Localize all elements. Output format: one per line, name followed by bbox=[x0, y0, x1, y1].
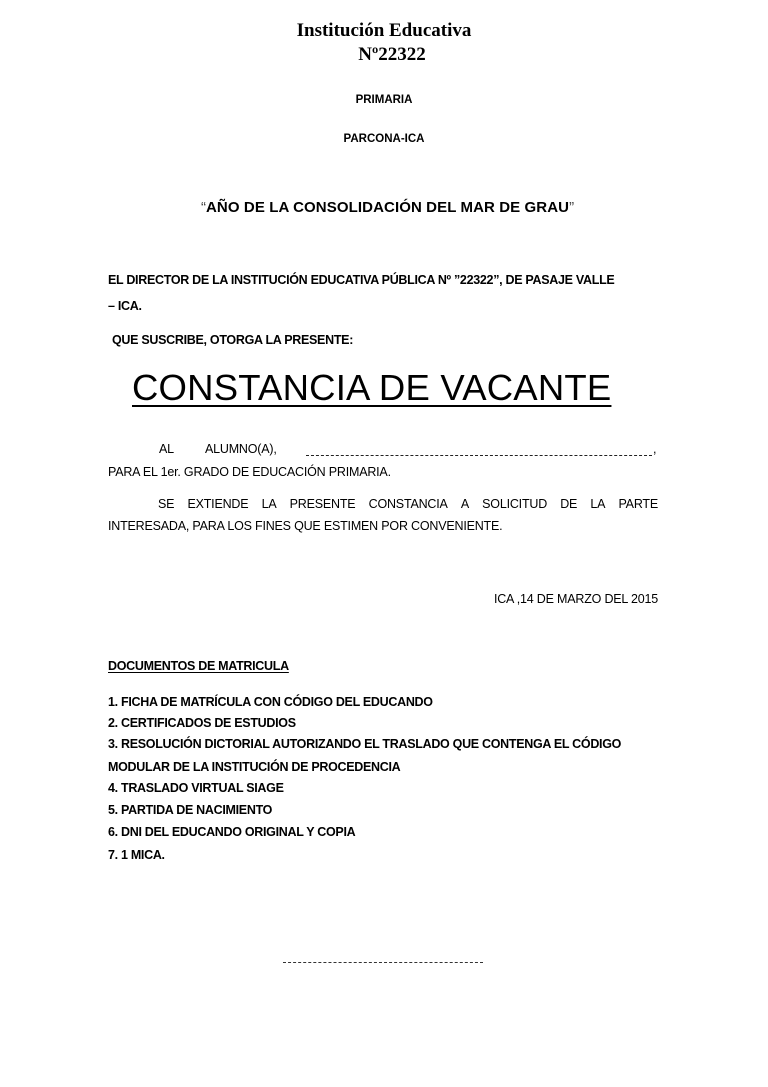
purpose-word: A bbox=[460, 497, 469, 511]
institution-name bbox=[0, 20, 768, 42]
purpose-word: SE bbox=[158, 497, 175, 511]
requirement-item-4: 4. TRASLADO VIRTUAL SIAGE bbox=[108, 781, 284, 795]
requirement-item-3: 3. RESOLUCIÓN DICTORIAL AUTORIZANDO EL TRASLADO QUE CONTENGA EL CÓDIGO bbox=[108, 737, 622, 751]
purpose-word: SOLICITUD bbox=[482, 497, 548, 511]
requirement-item-7: 7. 1 MICA. bbox=[108, 848, 165, 862]
signature-line bbox=[283, 956, 483, 963]
purpose-word: DE bbox=[560, 497, 578, 511]
requirement-item-1: 1. FICHA DE MATRÍCULA CON CÓDIGO DEL EDUCANDO bbox=[108, 695, 433, 709]
purpose-line-1 bbox=[158, 497, 658, 511]
student-name-field[interactable] bbox=[306, 443, 652, 456]
school-level: PRIMARIA bbox=[355, 94, 413, 106]
motto-close-quote: ” bbox=[569, 199, 575, 216]
year-motto bbox=[201, 199, 574, 216]
institution-line-1: Institución Educativa bbox=[296, 20, 472, 41]
requirement-item-5: 5. PARTIDA DE NACIMIENTO bbox=[108, 803, 273, 817]
requirement-item-6: 6. DNI DEL EDUCANDO ORIGINAL Y COPIA bbox=[108, 825, 356, 839]
requirement-item-2: 2. CERTIFICADOS DE ESTUDIOS bbox=[108, 716, 296, 730]
student-line bbox=[108, 442, 660, 460]
date-line: ICA ,14 DE MARZO DEL 2015 bbox=[493, 592, 658, 606]
purpose-line-2: INTERESADA, PARA LOS FINES QUE ESTIMEN POR CONVENIENTE. bbox=[108, 519, 503, 533]
purpose-word: LA bbox=[261, 497, 277, 511]
director-statement-line-2: – ICA. bbox=[108, 299, 142, 313]
subscribe-statement: QUE SUSCRIBE, OTORGA LA PRESENTE: bbox=[112, 333, 354, 347]
purpose-word: EXTIENDE bbox=[187, 497, 249, 511]
director-statement-line-1: EL DIRECTOR DE LA INSTITUCIÓN EDUCATIVA PÚBLICA Nº ”22322”, DE PASAJE VALLE bbox=[108, 273, 615, 287]
school-location: PARCONA-ICA bbox=[343, 133, 425, 145]
purpose-word: PRESENTE bbox=[289, 497, 356, 511]
motto-open-quote: “ bbox=[201, 199, 206, 216]
institution-line-2: Nº22322 bbox=[358, 44, 426, 65]
grade-line: PARA EL 1er. GRADO DE EDUCACIÓN PRIMARIA. bbox=[108, 465, 391, 479]
student-trailing-comma: , bbox=[653, 442, 657, 456]
document-title: CONSTANCIA DE VACANTE bbox=[132, 367, 612, 408]
motto-text: AÑO DE LA CONSOLIDACIÓN DEL MAR DE GRAU bbox=[206, 199, 570, 216]
requirement-item-3-cont: MODULAR DE LA INSTITUCIÓN DE PROCEDENCIA bbox=[108, 760, 401, 774]
purpose-word: PARTE bbox=[618, 497, 658, 511]
institution-number bbox=[0, 44, 768, 66]
student-prefix-alumno: ALUMNO(A), bbox=[205, 442, 277, 456]
requirements-heading: DOCUMENTOS DE MATRICULA bbox=[108, 659, 289, 673]
student-prefix-al: AL bbox=[159, 442, 174, 456]
purpose-word: CONSTANCIA bbox=[368, 497, 448, 511]
purpose-word: LA bbox=[590, 497, 606, 511]
